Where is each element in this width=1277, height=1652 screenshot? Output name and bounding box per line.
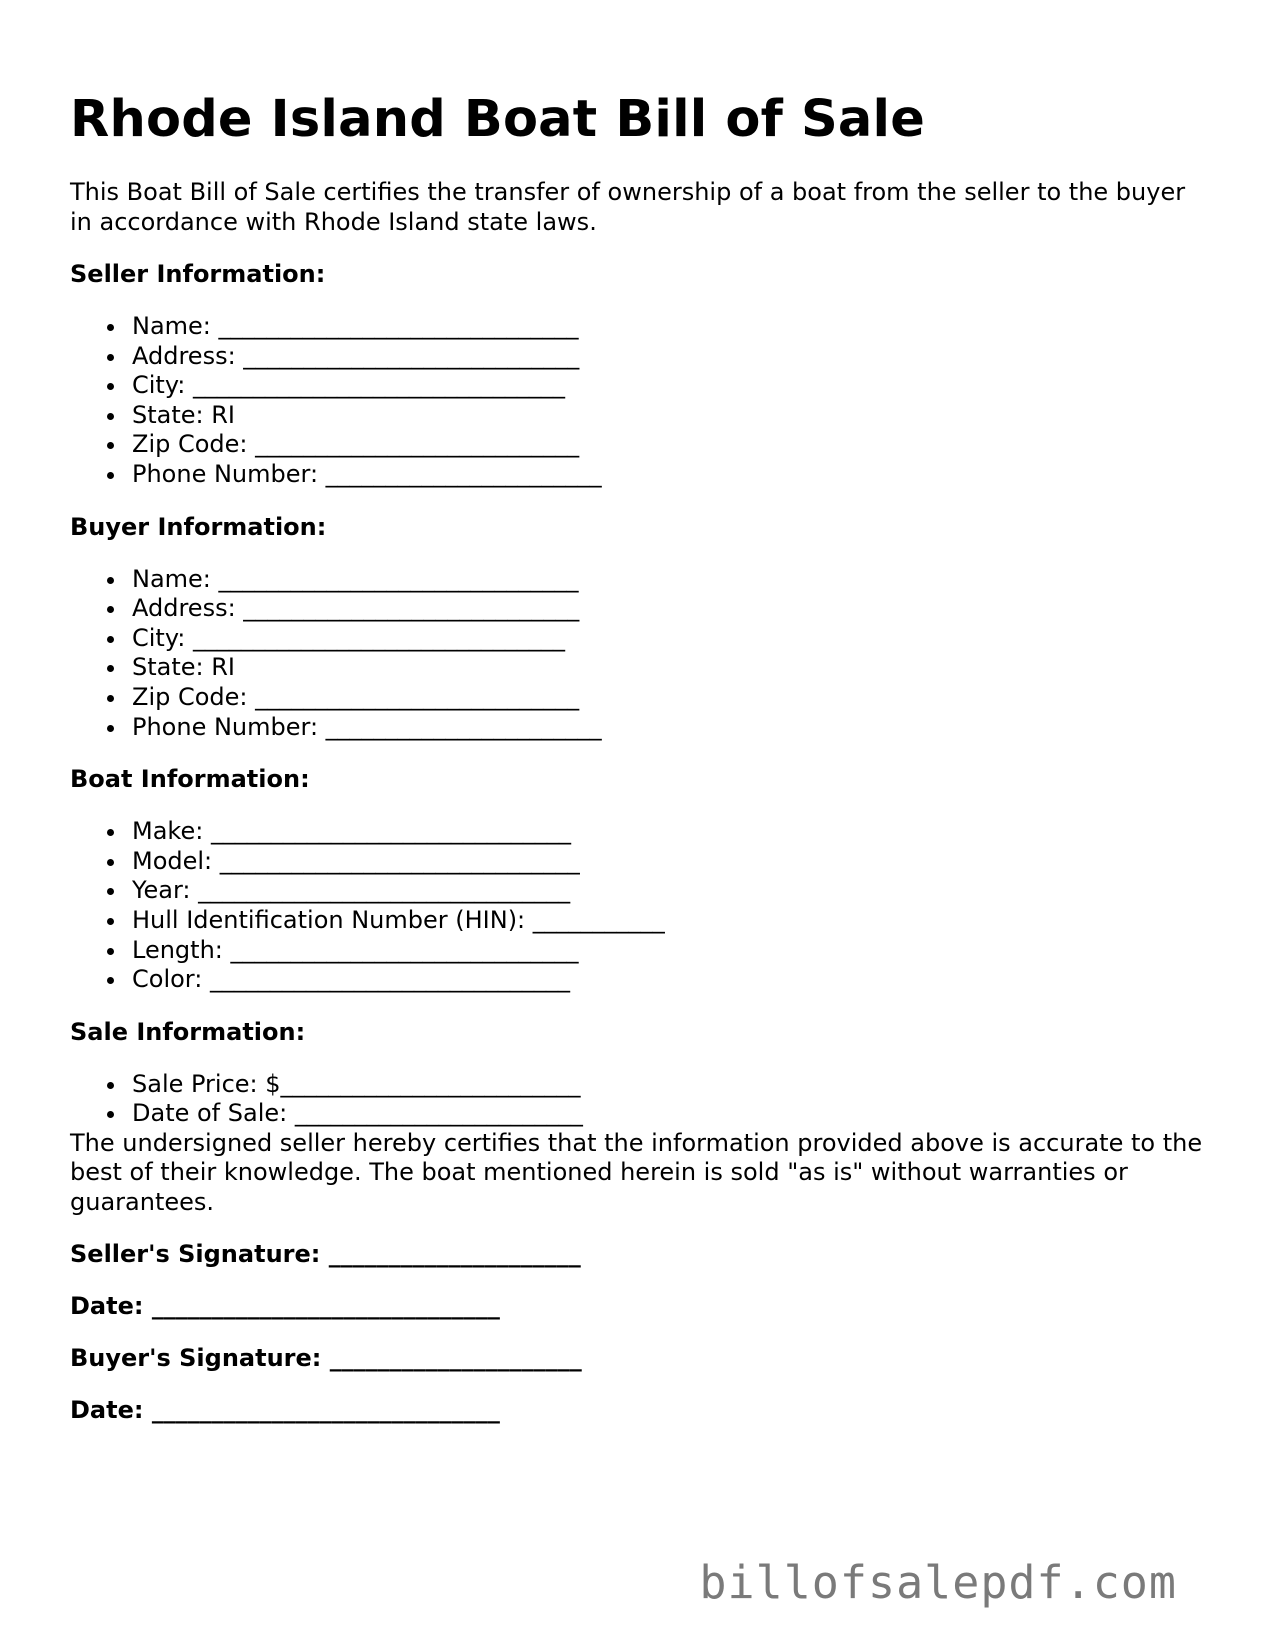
sale-price-field[interactable]: Sale Price: $_________________________ [70,1070,1210,1100]
page-title: Rhode Island Boat Bill of Sale [70,90,925,149]
buyer-address-field[interactable]: Address: ____________________________ [70,594,1210,624]
buyer-name-field[interactable]: Name: ______________________________ [70,565,1210,595]
certification-paragraph: The undersigned seller hereby certifies that the information provided above is accurate to the best of their knowledge. The boat mentioned herein is sold "as is" without warranties or guarantees. [70,1128,1203,1216]
boat-list [70,817,1210,995]
boat-year-field[interactable]: Year: _______________________________ [70,876,1210,906]
seller-list [70,312,1210,490]
buyer-signature-field[interactable]: Buyer's Signature: _____________________ [70,1344,582,1373]
boat-heading: Boat Information: [70,765,310,794]
buyer-zip-field[interactable]: Zip Code: ___________________________ [70,683,1210,713]
sale-date-field[interactable]: Date of Sale: ________________________ [70,1099,1210,1129]
buyer-state-field: State: RI [70,653,1210,683]
seller-signature-field[interactable]: Seller's Signature: _____________________ [70,1240,581,1269]
seller-zip-field[interactable]: Zip Code: ___________________________ [70,430,1210,460]
sale-list [70,1070,1210,1129]
buyer-list [70,565,1210,743]
seller-city-field[interactable]: City: _______________________________ [70,371,1210,401]
sale-heading: Sale Information: [70,1017,306,1046]
boat-hin-field[interactable]: Hull Identification Number (HIN): ___________ [70,906,1210,936]
buyer-heading: Buyer Information: [70,512,327,541]
buyer-phone-field[interactable]: Phone Number: _______________________ [70,713,1210,743]
intro-paragraph: This Boat Bill of Sale certifies the transfer of ownership of a boat from the seller to the buyer in accordance with Rhode Island state laws. [70,178,1186,236]
boat-color-field[interactable]: Color: ______________________________ [70,965,1210,995]
buyer-date-field[interactable]: Date: _____________________________ [70,1396,500,1425]
boat-length-field[interactable]: Length: _____________________________ [70,936,1210,966]
watermark: billofsalepdf.com [699,1556,1177,1609]
boat-make-field[interactable]: Make: ______________________________ [70,817,1210,847]
boat-model-field[interactable]: Model: ______________________________ [70,847,1210,877]
seller-date-field[interactable]: Date: _____________________________ [70,1292,500,1321]
document-page [70,88,1210,1425]
seller-heading: Seller Information: [70,260,326,288]
seller-name-field[interactable]: Name: ______________________________ [70,312,1210,342]
seller-phone-field[interactable]: Phone Number: _______________________ [70,460,1210,490]
buyer-city-field[interactable]: City: _______________________________ [70,624,1210,654]
seller-state-field: State: RI [70,401,1210,431]
seller-address-field[interactable]: Address: ____________________________ [70,342,1210,372]
